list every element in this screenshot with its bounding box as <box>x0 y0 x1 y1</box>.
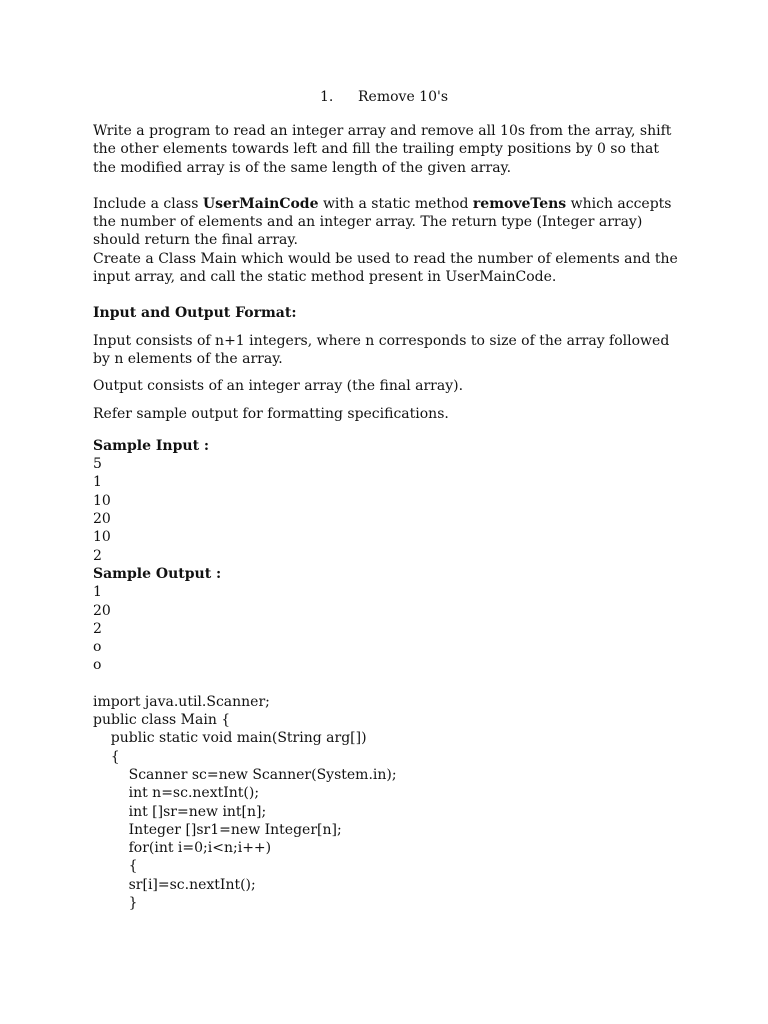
sample-output-line: o <box>93 639 102 656</box>
code-line: public class Main { <box>93 712 231 729</box>
io-format-heading: Input and Output Format: <box>93 305 297 322</box>
input-format-text: Input consists of n+1 integers, where n corresponds to size of the array followed by n elements of the array. <box>93 332 670 367</box>
intro-paragraph: Write a program to read an integer array and remove all 10s from the array, shift the other elements towards left and fill the trailing empty positions by 0 so that the modified array is of the same length of the given array. <box>93 123 672 176</box>
document-body <box>93 122 683 912</box>
sample-output-heading: Sample Output : <box>93 565 222 582</box>
sample-input-line: 2 <box>93 547 102 564</box>
code-line: } <box>93 894 138 911</box>
sample-input-line: 10 <box>93 529 111 546</box>
code-line: int n=sc.nextInt(); <box>93 785 260 802</box>
sample-input-line: 5 <box>93 456 102 473</box>
code-block <box>93 693 683 913</box>
class-description-paragraph <box>93 195 683 250</box>
sample-output-line: 1 <box>93 584 102 601</box>
output-format-text: Output consists of an integer array (the final array). <box>93 378 464 395</box>
sample-input-heading: Sample Input : <box>93 437 210 454</box>
code-line: for(int i=0;i<n;i++) <box>93 840 272 857</box>
sample-output-line: 2 <box>93 620 102 637</box>
code-line: import java.util.Scanner; <box>93 693 270 710</box>
problem-number: 1. <box>320 89 334 105</box>
class-name: UserMainCode <box>202 195 319 212</box>
problem-title: Remove 10's <box>358 89 449 105</box>
code-line: { <box>93 858 138 875</box>
code-line: Scanner sc=new Scanner(System.in); <box>93 766 397 783</box>
class-description-text-3: which accepts the number of elements and an integer array. The return type (Integer array) should return the final array. <box>93 195 672 249</box>
main-description-paragraph: Create a Class Main which would be used to read the number of elements and the input array, and call the static method present in UserMainCode. <box>93 250 678 286</box>
refer-text: Refer sample output for formatting specifications. <box>93 405 449 422</box>
sample-output-line: 20 <box>93 602 111 619</box>
sample-output-line: o <box>93 657 102 674</box>
class-description-text-1: Include a class <box>93 195 203 212</box>
code-line: public static void main(String arg[]) <box>93 730 367 747</box>
sample-input-line: 1 <box>93 474 102 491</box>
sample-input-block <box>93 455 683 565</box>
code-line: sr[i]=sc.nextInt(); <box>93 876 256 893</box>
code-line: Integer []sr1=new Integer[n]; <box>93 821 342 838</box>
class-description-text-2: with a static method <box>318 195 473 212</box>
sample-input-line: 20 <box>93 511 111 528</box>
code-line: int []sr=new int[n]; <box>93 803 267 820</box>
problem-heading <box>320 87 448 107</box>
sample-input-line: 10 <box>93 492 111 509</box>
method-name: removeTens <box>472 195 567 212</box>
code-line: { <box>93 748 120 765</box>
sample-output-block <box>93 583 683 674</box>
